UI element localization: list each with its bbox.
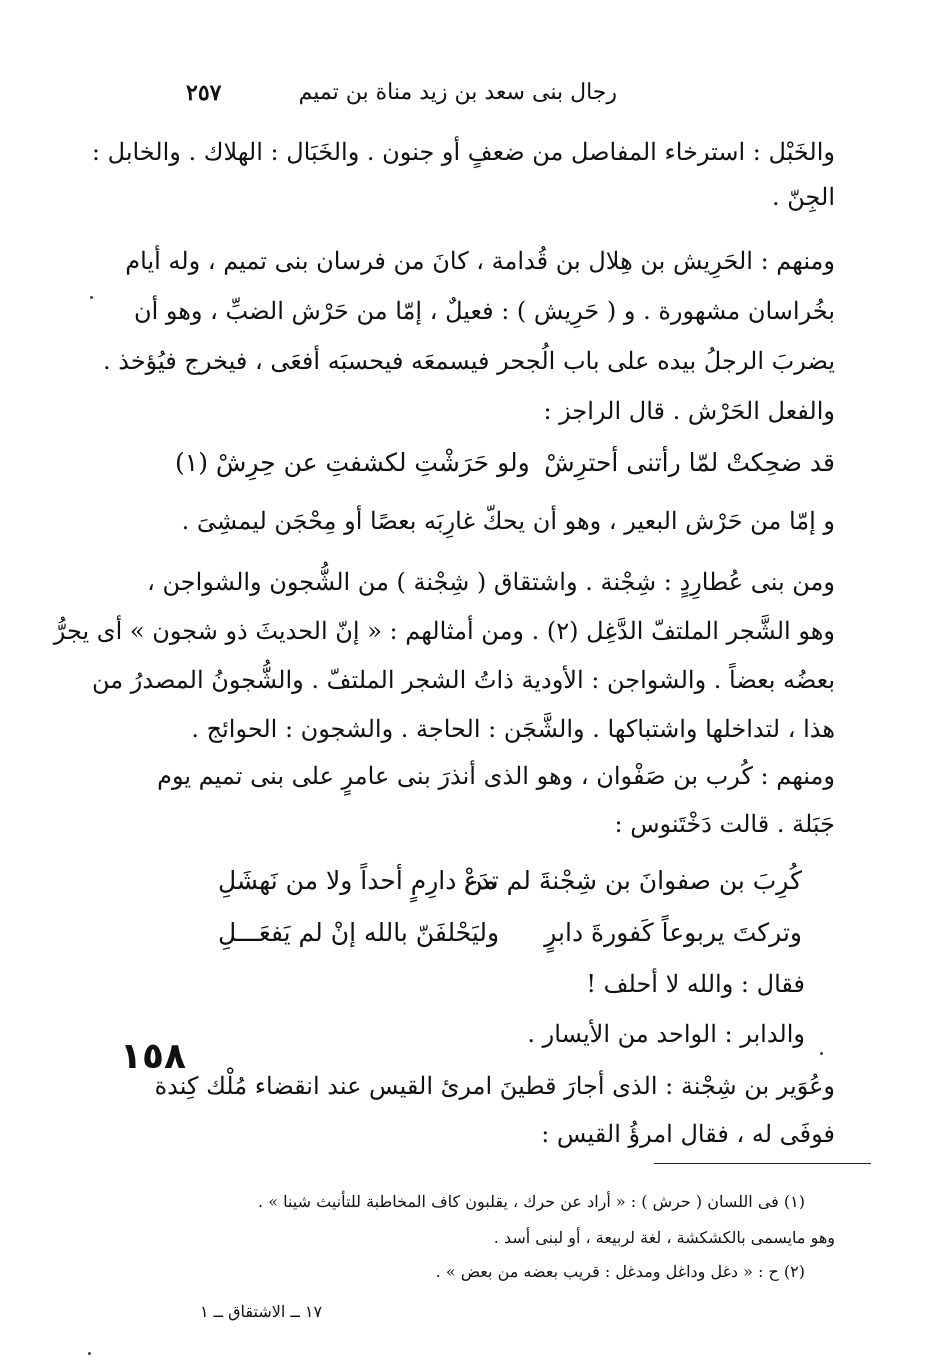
body-line: و إمّا من حَرْش البعير ، وهو أن يحكّ غارِبَه بعصًا أو مِحْجَن ليمشِىَ .: [181, 507, 835, 535]
footnote: وهو مايسمى بالكشكشة ، لغة لربيعة ، أو لبنى أسد .: [493, 1228, 835, 1247]
body-line: والفعل الحَرْش . قال الراجز :: [543, 397, 835, 425]
body-line: وعُوَير بن شِجْنة : الذى أجارَ قطينَ امرئ القيس عند انقضاء مُلْك كِندة: [154, 1072, 835, 1100]
body-line: والدابر : الواحد من الأيسار .: [527, 1020, 805, 1048]
body-line: الجِنّ .: [772, 183, 835, 211]
verse-first-hemistich: كُرِبَ بن صفوانَ بن شِجْنةَ لم تدَعْ: [463, 866, 802, 895]
verse-second-hemistich: ولو حَرَشْتِ لكشفتِ عن حِرِشْ (١): [175, 448, 530, 477]
body-line: بعضُه بعضاً . والشواجن : الأودية ذاتُ الشجر الملتفّ . والشُّجونُ المصدرُ من: [92, 666, 835, 694]
verse-first-hemistich: قد ضحِكتْ لمّا رأتنى أحترِشْ: [544, 448, 835, 477]
footnote: (١) فى اللسان ( حرش ) : « أراد عن حرك ، يقلبون كاف المخاطبة للتأنيث شينا » .: [258, 1192, 805, 1211]
verse-second-hemistich: وليَحْلفَنّ بالله إنْ لم يَفعَـــلِ: [218, 918, 500, 947]
body-line: بخُراسان مشهورة . و ( حَرِيش ) : فعيلٌ ، إمّا من حَرْش الضبِّ ، وهو أن: [133, 297, 835, 325]
footnote: (٢) ح : « دغل وداغل ومدغل : قريب بعضه من بعض » .: [435, 1262, 805, 1281]
scan-speck: [820, 1052, 823, 1055]
body-line: ومنهم : كُرب بن صَفْوان ، وهو الذى أنذرَ بنى عامرٍ على بنى تميم يوم: [157, 762, 835, 790]
footnote-divider: [654, 1163, 871, 1164]
verse-first-hemistich: وتركتَ يربوعاً كَفورةَ دابرٍ: [544, 918, 802, 947]
body-line: فوفَى له ، فقال امرؤُ القيس :: [541, 1120, 835, 1148]
page-number: ٢٥٧: [186, 80, 222, 106]
body-line: ومنهم : الحَرِيش بن هِلال بن قُدامة ، كانَ من فرسان بنى تميم ، وله أيام: [125, 247, 835, 275]
body-line: فقال : والله لا أحلف !: [586, 970, 805, 998]
scan-speck: [90, 296, 93, 299]
body-line: وهو الشَّجر الملتفّ الدَّغِل (٢) . ومن أمثالهم : « إنّ الحديثَ ذو شجون » أى يجرُّ: [53, 617, 835, 645]
body-line: ومن بنى عُطارِدٍ : شِجْنة . واشتقاق ( شِجْنة ) من الشُّجون والشواجن ،: [147, 568, 835, 596]
body-line: جَبَلة . قالت دَخْتَنوس :: [614, 810, 835, 838]
running-title: رجال بنى سعد بن زيد مناة بن تميم: [298, 80, 617, 105]
body-line: والخَبْل : استرخاء المفاصل من ضعفٍ أو جنون . والخَبَال : الهلاك . والخابل :: [91, 138, 835, 166]
scan-speck: [88, 1352, 91, 1355]
verse-second-hemistich: من دارِمٍ أحداً ولا من نَهشَلِ: [218, 866, 497, 895]
body-line: هذا ، لتداخلها واشتباكها . والشَّجَن : الحاجة . والشجون : الحوائج .: [191, 715, 835, 743]
body-line: يضربَ الرجلُ بيده على باب الُجحر فيسمعَه فيحسبَه أفعَى ، فيخرج فيُؤخذ .: [102, 347, 835, 375]
signature-line: ١٧ ــ الاشتقاق ــ ١: [200, 1302, 323, 1321]
margin-page-number: ١٥٨: [120, 1036, 186, 1077]
